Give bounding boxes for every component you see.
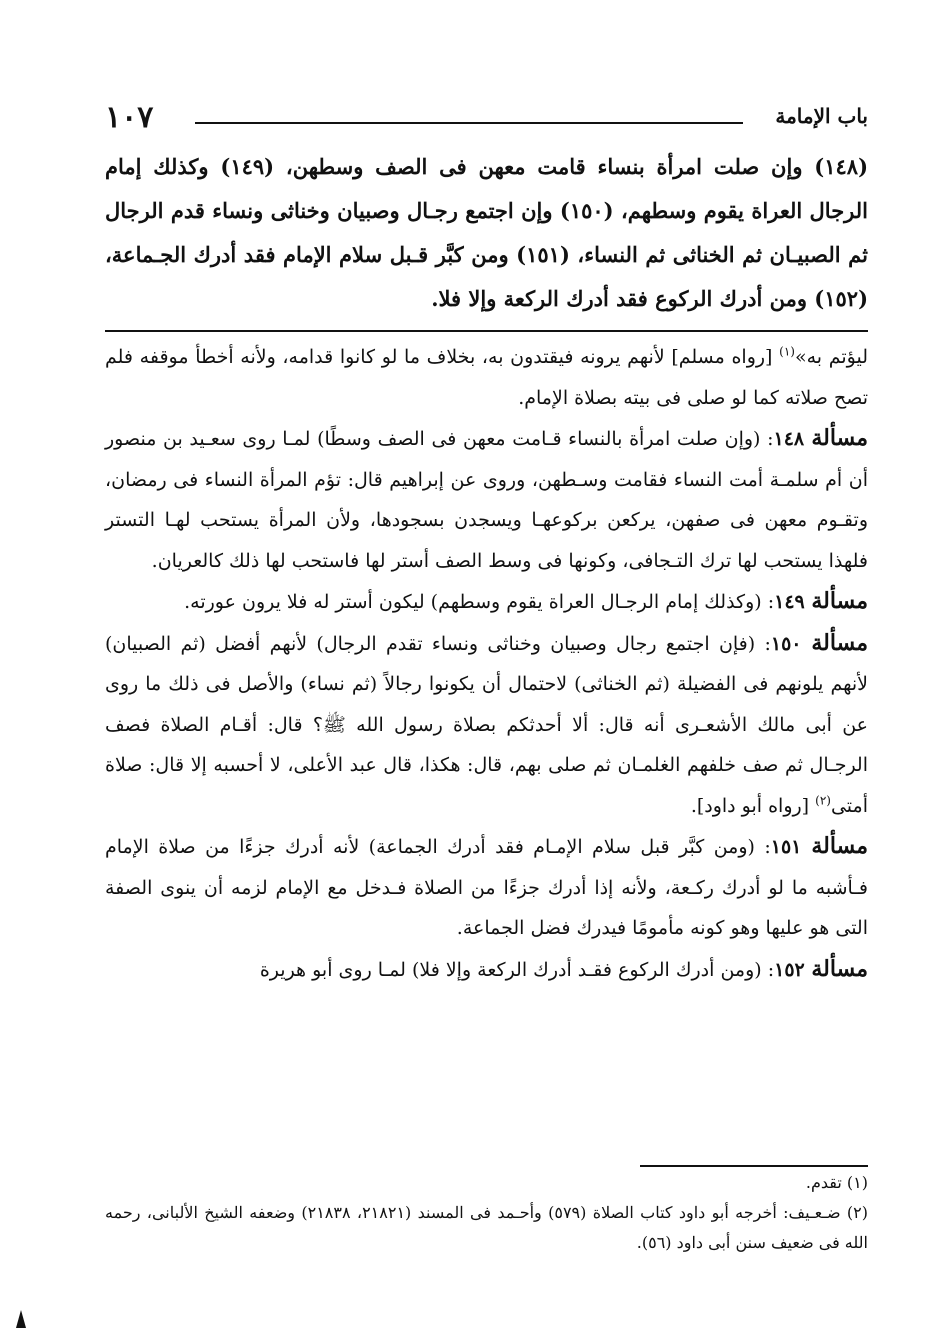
chapter-title: باب الإمامة <box>775 104 868 128</box>
intro-before: ليؤتم به» <box>794 346 868 368</box>
masala-text: : (ومن أدرك الركوع فقـد أدرك الركعة وإلا فلا) لمـا روى أبو هريرة <box>259 958 775 981</box>
matn-separator <box>105 330 868 332</box>
intro-after: [رواه مسلم] لأنهم يرونه فيقتدون به، بخلاف ما لو كانوا قدامه، ولأنه أخطأ موقفه فلم تصح صلاته كما لو صلى فى بيته بصلاة الإمام. <box>105 346 868 409</box>
footnotes <box>105 1168 868 1258</box>
masala-149 <box>105 581 868 623</box>
matn-paragraph: (١٤٨) وإن صلت امرأة بنساء قامت معهن فى الصف وسطهن، (١٤٩) وكذلك إمام الرجال العراة يقوم وسطهم، (١٥٠) وإن اجتمع رجـال وصبيان وخناثى ونساء قدم الرجال ثم الصبيـان ثم الخناثى ثم النساء، (١٥١) ومن كبَّر قـبل سلام الإمام فقد أدرك الجـماعة، (١٥٢) ومن أدرك الركوع فقد أدرك الركعة وإلا فلا. <box>105 154 868 311</box>
masala-152 <box>105 949 868 991</box>
footnote-1: (١) تقدم. <box>805 1173 868 1192</box>
masala-text: : (ومن كبَّر قبل سلام الإمـام فقد أدرك الجماعة) لأنه أدرك جزءًا من صلاة الإمام فـأشبه ما لو أدرك ركـعة، ولأنه إذا أدرك جزءًا من الصلاة فـدخل مع الإمام لزمه أن ينوى الصفة التى هو عليها وهو كونه مأمومًا فيدرك فضل الجماعة. <box>105 836 868 939</box>
masala-heading: مسألة ١٥٢ <box>774 955 868 982</box>
masala-text: : (وكذلك إمام الرجـال العراة يقوم وسطهم) ليكون أستر له فلا يرون عورته. <box>184 591 775 613</box>
masala-heading: مسألة ١٤٨ <box>773 425 868 451</box>
masala-148 <box>105 418 868 581</box>
masala-150 <box>105 623 868 827</box>
masala-151 <box>105 826 868 949</box>
masala-text-end: [رواه أبو داود]. <box>690 794 816 817</box>
footnote-ref-1: (١) <box>779 344 795 359</box>
page-corner-mark <box>16 1310 26 1328</box>
page-number: ١٠٧ <box>105 100 154 135</box>
masala-heading: مسألة ١٤٩ <box>774 588 868 614</box>
page-header <box>105 100 868 140</box>
masala-heading: مسألة ١٥١ <box>770 833 868 859</box>
commentary <box>105 337 868 990</box>
header-rule <box>195 122 743 124</box>
footnote-rule <box>640 1165 868 1167</box>
matn-text <box>105 145 868 321</box>
intro-paragraph <box>105 337 868 418</box>
masala-text: : (وإن صلت امرأة بالنساء قـامت معهن فى الصف وسطًا) لمـا روى سعـيد بن منصور أن أم سلمـة أمت النساء فقامت وسـطهن، وروى عن إبراهيم قال: تؤم المرأة النساء فى رمضان، وتقـوم معهن فى صفهن، يركعن بركوعهـا ويسجدن بسجودها، ولأن المرأة يستحب لهـا التستر فلهذا يستحب لها ترك التـجافى، وكونها فى وسط الصف أستر لها فاستحب لها ذلك كالعريان. <box>105 428 868 572</box>
footnote-ref-2: (٢) <box>815 793 831 808</box>
masala-heading: مسألة ١٥٠ <box>770 629 868 656</box>
footnote-2: (٢) ضـعـيف: أخرجه أبو داود كتاب الصلاة (٥٧٩) وأحـمد فى المسند (٢١٨٢١، ٢١٨٣٨) وضعفه الشيخ الألبانى، رحمه الله فى ضعيف سنن أبى داود (٥٦). <box>105 1203 869 1252</box>
masala-text: : (فإن اجتمع رجال وصبيان وخناثى ونساء تقدم الرجال) لأنهم أفضل (ثم الصبيان) لأنهم يلونهم فى الفضيلة (ثم الخناثى) لاحتمال أن يكونوا رجالاً (ثم نساء) والأصل فى ذلك ما روى عن أبى مالك الأشعـرى أنه قال: ألا أحدثكم بصلاة رسول الله ﷺ؟ قال: أقـام الصلاة فصف الرجـال ثم صف خلفهم الغلمـان ثم صلى بهم، قال: هكذا، قال عبد الأعلى، لا أحسبه إلا قال: صلاة أمتى <box>105 632 868 817</box>
